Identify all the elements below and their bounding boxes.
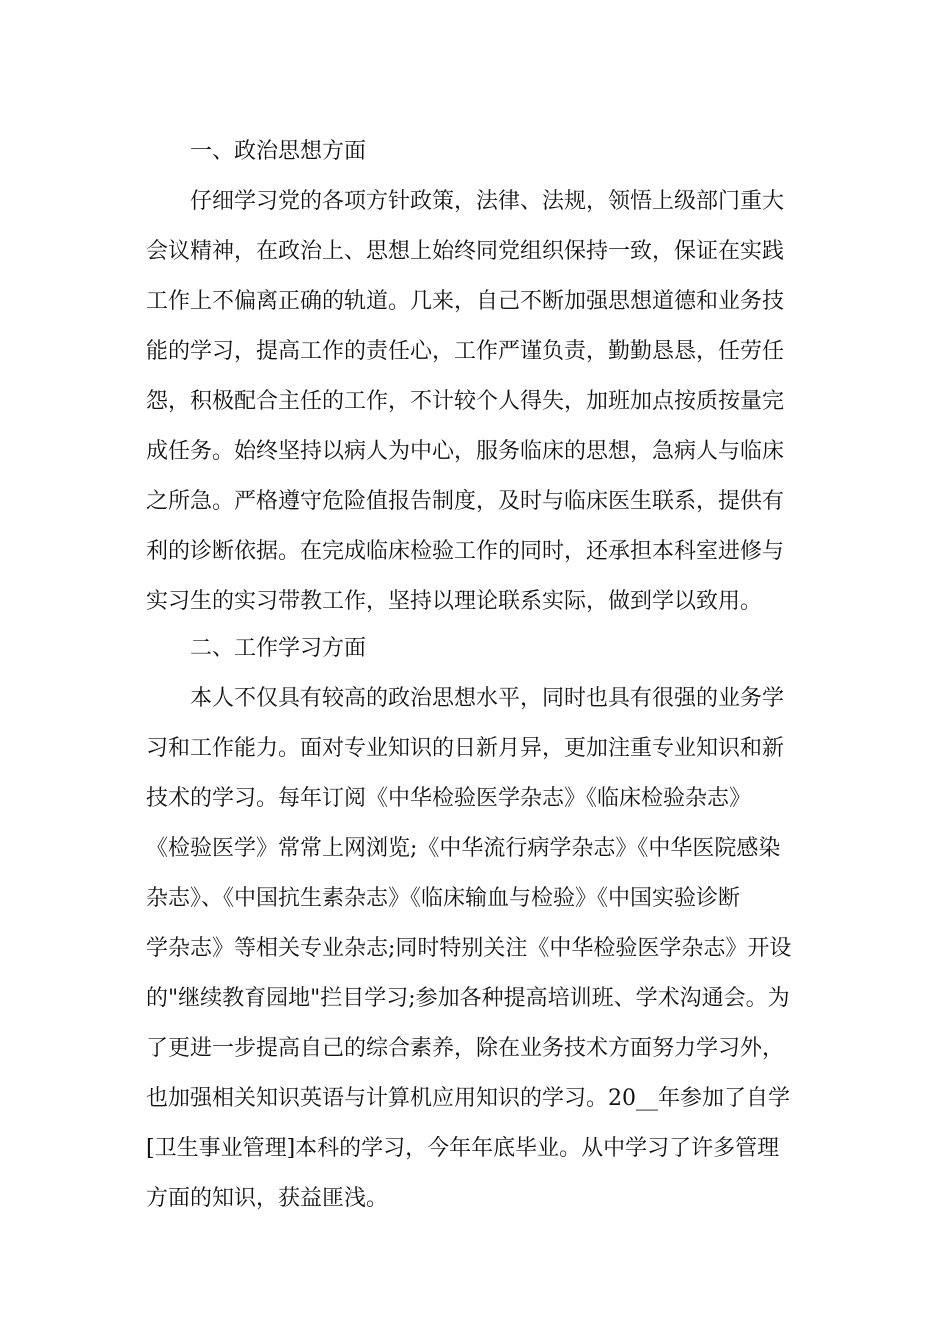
paragraph-line: 本人不仅具有较高的政治思想水平，同时也具有很强的业务学 — [190, 686, 785, 711]
paragraph-line: [卫生事业管理]本科的学习，今年年底毕业。从中学习了许多管理 — [146, 1136, 780, 1161]
paragraph-line: 工作上不偏离正确的轨道。几来，自己不断加强思想道德和业务技 — [146, 289, 785, 314]
paragraph-line: 之所急。严格遵守危险值报告制度，及时与临床医生联系，提供有 — [146, 489, 785, 514]
paragraph-line: 的"继续教育园地"拦目学习;参加各种提高培训班、学术沟通会。为 — [146, 986, 790, 1011]
paragraph-line: 能的学习，提高工作的责任心，工作严谨负责，勤勤恳恳，任劳任 — [146, 339, 785, 364]
paragraph-line: 技术的学习。每年订阅《中华检验医学杂志》《临床检验杂志》 — [146, 786, 752, 811]
paragraph-line: 杂志》、《中国抗生素杂志》《临床输血与检验》《中国实验诊断 — [146, 886, 741, 911]
paragraph-line: 怨，积极配合主任的工作，不计较个人得失，加班加点按质按量完 — [146, 389, 785, 414]
paragraph-line: 仔细学习党的各项方针政策，法律、法规，领悟上级部门重大 — [190, 189, 785, 214]
paragraph-line: 也加强相关知识英语与计算机应用知识的学习。20__年参加了自学 — [146, 1086, 790, 1111]
paragraph-line: 学杂志》等相关专业杂志;同时特别关注《中华检验医学杂志》开设 — [146, 936, 792, 961]
paragraph-line: 了更进一步提高自己的综合素养，除在业务技术方面努力学习外， — [146, 1036, 785, 1061]
paragraph-line: 《检验医学》常常上网浏览;《中华流行病学杂志》《中华医院感染 — [146, 836, 781, 861]
section-heading-work-study: 二、工作学习方面 — [190, 636, 367, 661]
section-heading-political: 一、政治思想方面 — [190, 139, 367, 164]
paragraph-line: 利的诊断依据。在完成临床检验工作的同时，还承担本科室进修与 — [146, 539, 785, 564]
paragraph-line: 成任务。始终坚持以病人为中心，服务临床的思想，急病人与临床 — [146, 439, 785, 464]
paragraph-line: 会议精神，在政治上、思想上始终同党组织保持一致，保证在实践 — [146, 239, 785, 264]
paragraph-line: 习和工作能力。面对专业知识的日新月异，更加注重专业知识和新 — [146, 736, 785, 761]
paragraph-line: 方面的知识，获益匪浅。 — [146, 1186, 389, 1211]
paragraph-line: 实习生的实习带教工作，坚持以理论联系实际，做到学以致用。 — [146, 589, 763, 614]
